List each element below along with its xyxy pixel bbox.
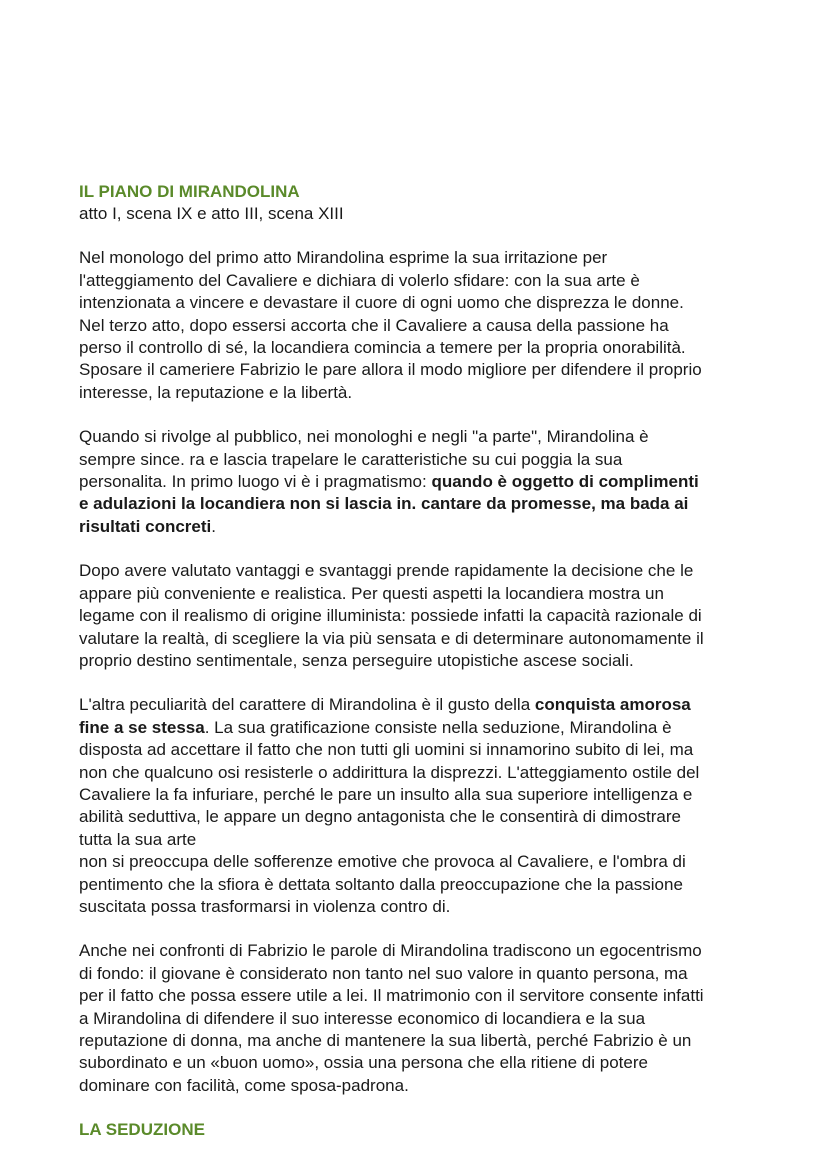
text-line: interesse, la reputazione e la libertà. xyxy=(79,382,353,402)
text-line: sempre since. ra e lascia trapelare le caratteristiche su cui poggia la sua xyxy=(79,449,623,469)
document-page xyxy=(79,181,814,1141)
text-line xyxy=(79,493,814,515)
text-line: l'atteggiamento del Cavaliere e dichiara di volerlo sfidare: con la sua arte è xyxy=(79,270,640,290)
text-line: Nel terzo atto, dopo essersi accorta che il Cavaliere a causa della passione ha xyxy=(79,315,669,335)
paragraph-3 xyxy=(79,560,814,672)
section-title-seduzione: LA SEDUZIONE xyxy=(79,1120,205,1140)
bold-text: fine a se stessa xyxy=(79,717,205,737)
bold-text: conquista amorosa xyxy=(534,695,691,715)
text-line: Cavaliere la fa infuriare, perché le pare un insulto alla sua superiore intelligenza e xyxy=(79,784,693,804)
text-line: non che qualcuno osi resisterle o addirittura la disprezzi. L'atteggiamento ostile del xyxy=(79,762,700,782)
text-line: appare più conveniente e realistica. Per questi aspetti la locandiera mostra un xyxy=(79,583,664,603)
text-line: non si preoccupa delle sofferenze emotive che provoca al Cavaliere, e l'ombra di xyxy=(79,852,686,872)
text-line: perso il controllo di sé, la locandiera comincia a temere per la propria onorabilità. xyxy=(79,338,686,358)
text-line: legame con il realismo di origine illuminista: possiede infatti la capacità razionale di xyxy=(79,606,702,626)
bold-text: risultati concreti xyxy=(79,516,212,536)
text-line: a Mirandolina di difendere il suo interesse economico di locandiera e la sua xyxy=(79,1008,646,1028)
text-line: di fondo: il giovane è considerato non tanto nel suo valore in quanto persona, ma xyxy=(79,963,688,983)
text-line: tutta la sua arte xyxy=(79,829,197,849)
bold-text: e adulazioni la locandiera non si lascia in. cantare da promesse, ma bada ai xyxy=(79,494,689,514)
paragraph-1 xyxy=(79,247,814,404)
text-line: Nel monologo del primo atto Mirandolina esprime la sua irritazione per xyxy=(79,248,608,268)
text-line: valutare la realtà, di scegliere la via più sensata e di determinare autonomamente il xyxy=(79,628,704,648)
text-line: subordinato e un «buon uomo», ossia una persona che ella ritiene di potere xyxy=(79,1053,648,1073)
text-line xyxy=(79,694,814,716)
paragraph-2 xyxy=(79,426,814,538)
text-line: pentimento che la sfiora è dettata soltanto dalla preoccupazione che la passione xyxy=(79,874,683,894)
text-line: suscitata possa trasformarsi in violenza contro di. xyxy=(79,896,451,916)
text-line: Quando si rivolge al pubblico, nei monologhi e negli "a parte", Mirandolina è xyxy=(79,427,649,447)
text-line: disposta ad accettare il fatto che non tutti gli uomini si innamorino subito di lei, ma xyxy=(79,740,694,760)
text-line: Sposare il cameriere Fabrizio le pare allora il modo migliore per difendere il proprio xyxy=(79,360,702,380)
text-span: . La sua gratificazione consiste nella seduzione, Mirandolina è xyxy=(204,717,672,737)
text-line xyxy=(79,516,814,538)
text-span: personalita. In primo luogo vi è i pragmatismo: xyxy=(79,472,432,492)
paragraph-5 xyxy=(79,940,814,1097)
text-line: reputazione di donna, ma anche di mantenere la sua libertà, perché Fabrizio è un xyxy=(79,1031,692,1050)
text-line xyxy=(79,471,814,493)
text-line: Dopo avere valutato vantaggi e svantaggi prende rapidamente la decisione che le xyxy=(79,561,694,581)
text-line: Anche nei confronti di Fabrizio le parole di Mirandolina tradiscono un egocentrismo xyxy=(79,941,702,961)
text-line xyxy=(79,717,814,739)
section-subtitle: atto I, scena IX e atto III, scena XIII xyxy=(79,204,344,223)
text-span: . xyxy=(211,516,216,536)
text-line: proprio destino sentimentale, senza perseguire utopistiche ascese sociali. xyxy=(79,650,634,670)
text-line: intenzionata a vincere e devastare il cuore di ogni uomo che disprezza le donne. xyxy=(79,293,684,313)
section-title: IL PIANO DI MIRANDOLINA xyxy=(79,182,300,201)
bold-text: quando è oggetto di complimenti xyxy=(431,472,699,492)
paragraph-4 xyxy=(79,694,814,918)
text-line: per il fatto che possa essere utile a lei. Il matrimonio con il servitore consente infatti xyxy=(79,986,704,1006)
text-span: L'altra peculiarità del carattere di Mirandolina è il gusto della xyxy=(79,695,535,715)
text-line: dominare con facilità, come sposa-padrona. xyxy=(79,1075,409,1095)
text-line: abilità seduttiva, le appare un degno antagonista che le consentirà di dimostrare xyxy=(79,807,681,827)
